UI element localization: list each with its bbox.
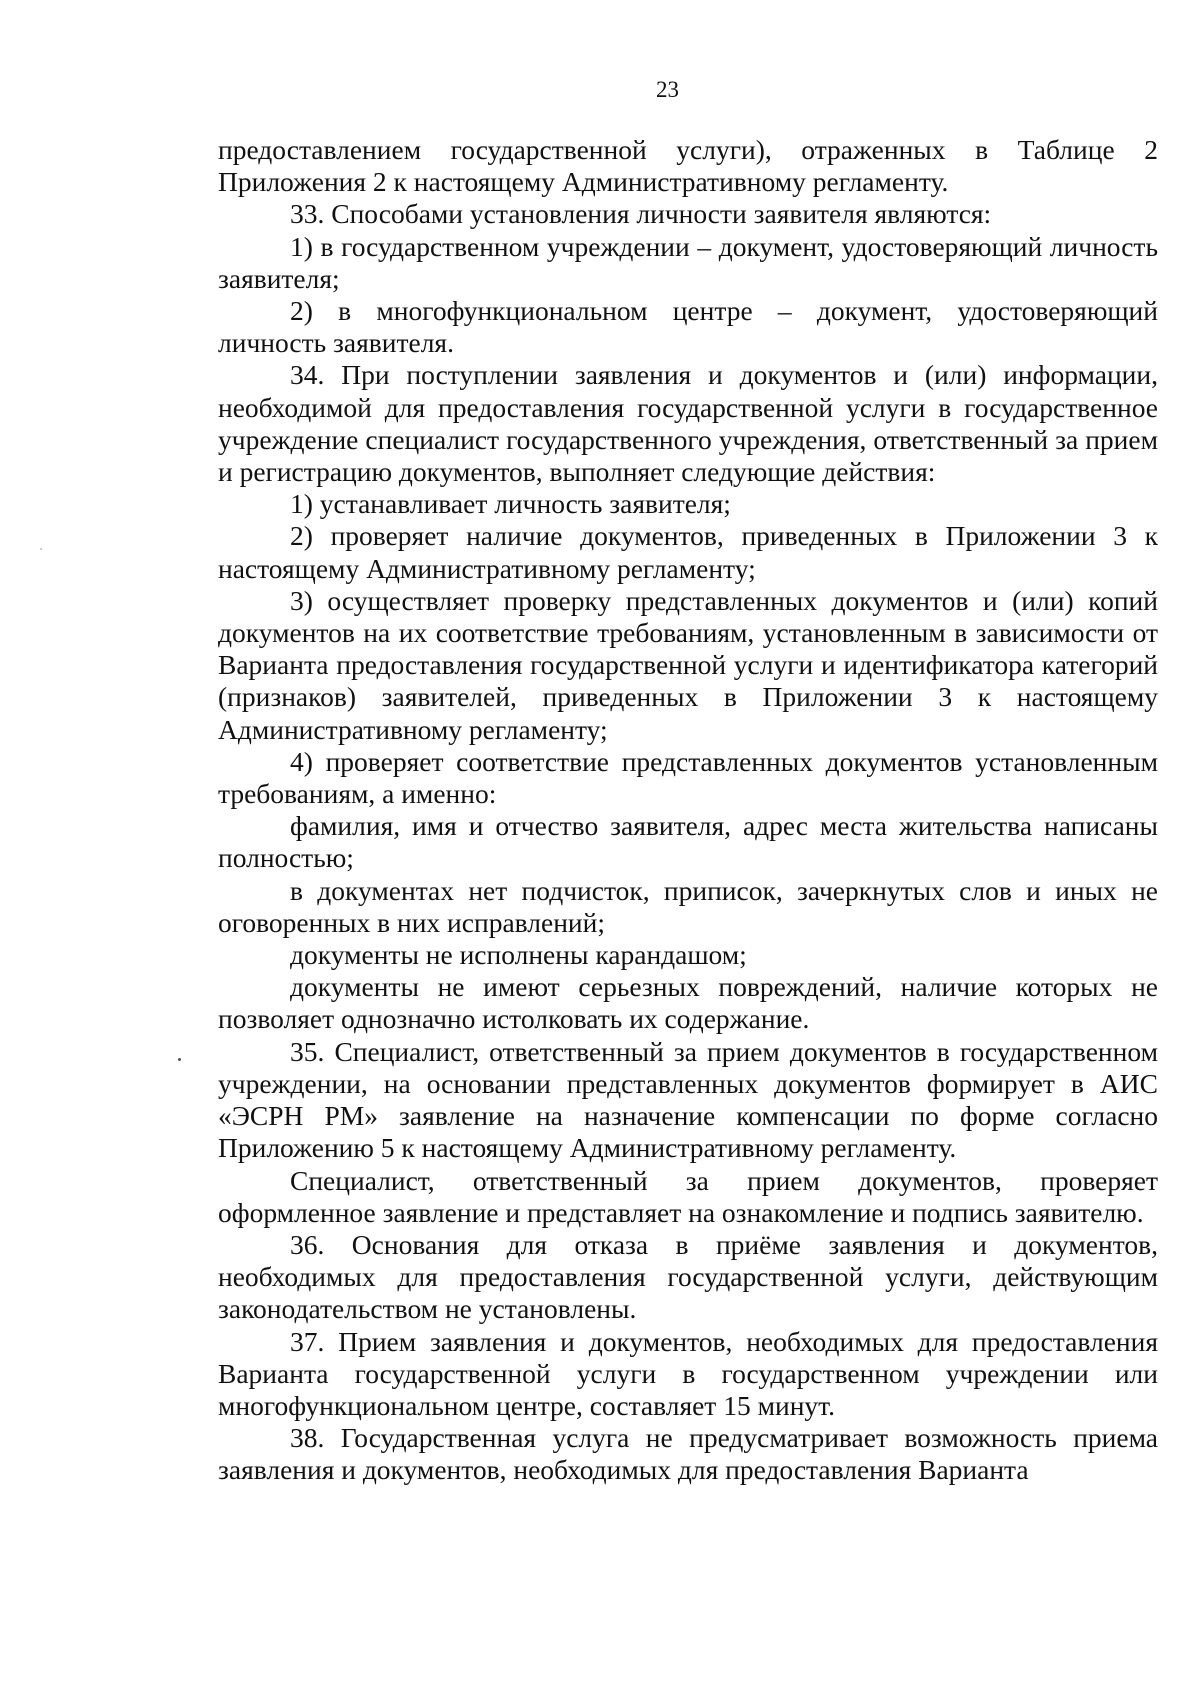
paragraph-37: 37. Прием заявления и документов, необходимых для предоставления Варианта государственной услуги в государственном учреждении или многофункциональном центре, составляет 15 минут. xyxy=(218,1325,1158,1421)
requirement-full-name: фамилия, имя и отчество заявителя, адрес места жительства написаны полностью; xyxy=(218,810,1158,874)
requirement-no-pencil: документы не исполнены карандашом; xyxy=(290,939,747,971)
requirement-no-damage: документы не имеют серьезных повреждений, наличие которых не позволяет однозначно истолковать их содержание. xyxy=(218,971,1158,1035)
paragraph-35-specialist: Специалист, ответственный за прием документов, проверяет оформленное заявление и представляет на ознакомление и подпись заявителю. xyxy=(218,1164,1158,1228)
paragraph-36: 36. Основания для отказа в приёме заявления и документов, необходимых для предоставления государственной услуги, действующим законодательством не установлены. xyxy=(218,1228,1158,1325)
paragraph-34: 34. При поступлении заявления и документов и (или) информации, необходимой для предоставления государственной услуги в государственное учреждение специалист государственного учреждения, ответственный за прием и регистрацию документов, выполняет следующие действия: xyxy=(218,359,1158,488)
paragraph-33-item-2: 2) в многофункциональном центре – документ, удостоверяющий личность заявителя. xyxy=(218,295,1158,359)
paragraph-38: 38. Государственная услуга не предусматривает возможность приема заявления и документов, необходимых для предоставления Варианта xyxy=(218,1422,1158,1486)
scan-speck xyxy=(40,548,42,550)
paragraph-33: 33. Способами установления личности заявителя являются: xyxy=(290,198,992,230)
page-number: 23 xyxy=(656,77,679,102)
paragraph-35: 35. Специалист, ответственный за прием документов в государственном учреждении, на основании представленных документов формирует в АИС «ЭСРН РМ» заявление на назначение компенсации по форме согласно Приложению 5 к настоящему Административному регламенту. xyxy=(218,1035,1158,1164)
paragraph-34-item-3: 3) осуществляет проверку представленных документов и (или) копий документов на их соответствие требованиям, установленным в зависимости от Варианта предоставления государственной услуги и идентификатора категорий (признаков) заявителей, приведенных в Приложении 3 к настоящему Административному регламенту; xyxy=(218,584,1158,745)
requirement-no-erasures: в документах нет подчисток, приписок, зачеркнутых слов и иных не оговоренных в них исправлений; xyxy=(218,874,1158,938)
paragraph-34-item-4: 4) проверяет соответствие представленных документов установленным требованиям, а именно: xyxy=(218,745,1158,810)
scan-speck xyxy=(178,1058,181,1061)
document-body xyxy=(218,134,1158,1487)
paragraph-33-item-1: 1) в государственном учреждении – документ, удостоверяющий личность заявителя; xyxy=(218,230,1158,294)
paragraph-34-item-1: 1) устанавливает личность заявителя; xyxy=(290,488,731,520)
paragraph-34-item-2: 2) проверяет наличие документов, приведенных в Приложении 3 к настоящему Административному регламенту; xyxy=(218,520,1158,584)
paragraph-continuation: предоставлением государственной услуги), отраженных в Таблице 2 Приложения 2 к настоящему Административному регламенту. xyxy=(218,134,1158,198)
